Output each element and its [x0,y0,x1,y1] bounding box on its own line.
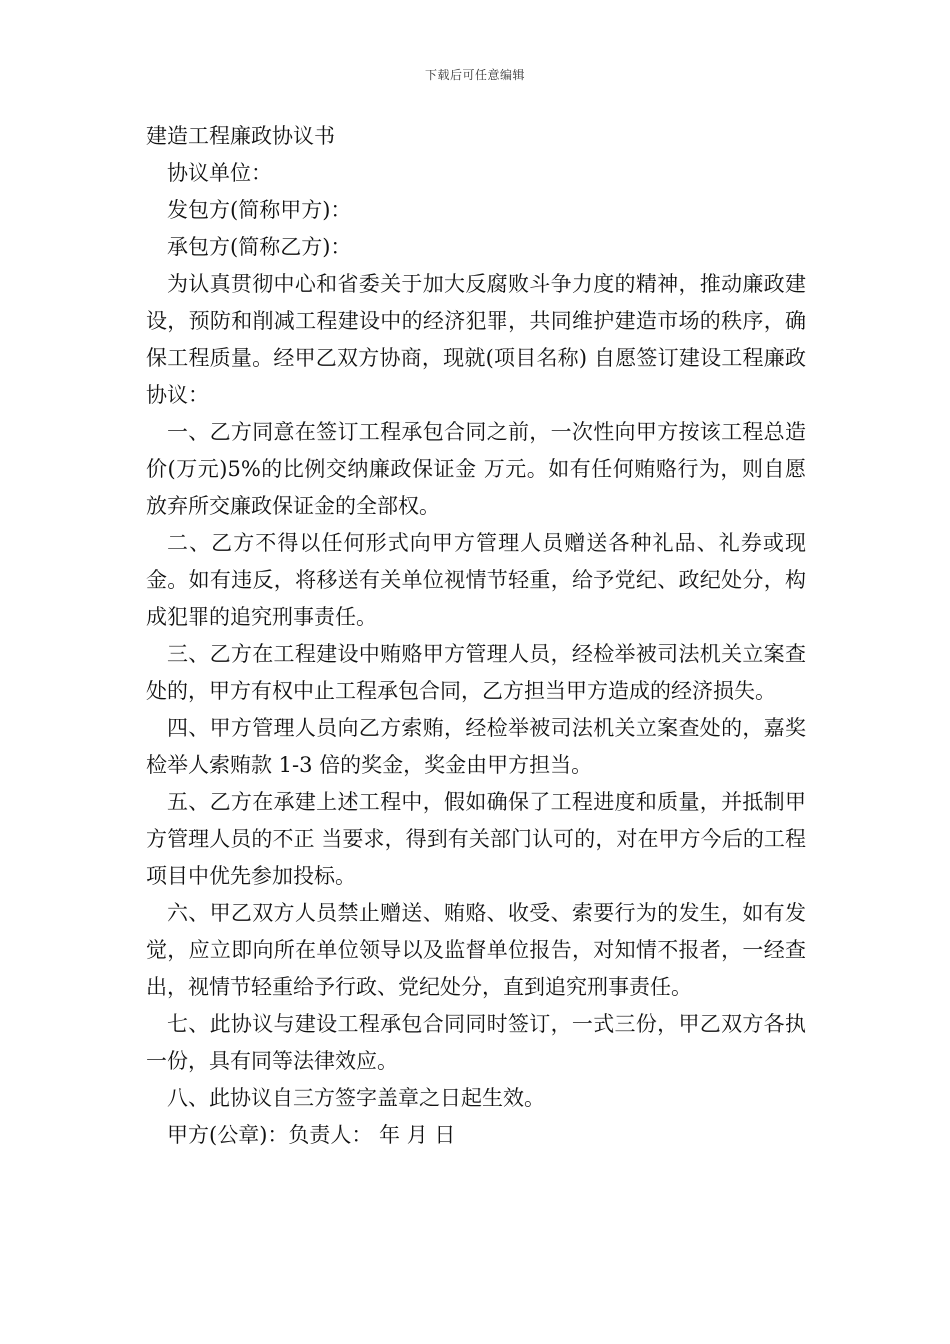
document-body [146,118,806,1154]
paragraph-signature-line: 甲方(公章)：负责人： 年 月 日 [167,1123,456,1147]
paragraph-clause-8: 八、此协议自三方签字盖章之日起生效。 [167,1086,545,1110]
document-title: 建造工程廉政协议书 [146,124,335,148]
paragraph-clause-6: 六、甲乙双方人员禁止赠送、贿赂、收受、索要行为的发生，如有发觉，应立即向所在单位领导以及监督单位报告，对知情不报者，一经查出，视情节轻重给予行政、党纪处分，直到追究刑事责任。 [146,901,806,999]
paragraph-clause-5: 五、乙方在承建上述工程中，假如确保了工程进度和质量，并抵制甲方管理人员的不正 当要求，得到有关部门认可的，对在甲方今后的工程项目中优先参加投标。 [146,790,806,888]
header-note: 下载后可任意编辑 [424,68,525,82]
paragraph-agreement-parties: 协议单位： [167,161,272,185]
paragraph-clause-1: 一、乙方同意在签订工程承包合同之前，一次性向甲方按该工程总造价(万元)5%的比例交纳廉政保证金 万元。如有任何贿赂行为，则自愿放弃所交廉政保证金的全部权。 [146,420,806,518]
paragraph-clause-7: 七、此协议与建设工程承包合同同时签订，一式三份，甲乙双方各执一份，具有同等法律效应。 [146,1012,806,1073]
paragraph-preamble: 为认真贯彻中心和省委关于加大反腐败斗争力度的精神，推动廉政建设，预防和削减工程建设中的经济犯罪，共同维护建造市场的秩序，确保工程质量。经甲乙双方协商，现就(项目名称) 自愿签订建设工程廉政协议： [146,272,806,407]
paragraph-party-b: 承包方(简称乙方)： [167,235,352,259]
paragraph-party-a: 发包方(简称甲方)： [167,198,352,222]
paragraph-clause-2: 二、乙方不得以任何形式向甲方管理人员赠送各种礼品、礼券或现金。如有违反，将移送有关单位视情节轻重，给予党纪、政纪处分，构成犯罪的追究刑事责任。 [146,531,806,629]
paragraph-clause-4: 四、甲方管理人员向乙方索贿，经检举被司法机关立案查处的，嘉奖检举人索贿款 1-3 倍的奖金，奖金由甲方担当。 [146,716,806,777]
paragraph-clause-3: 三、乙方在工程建设中贿赂甲方管理人员，经检举被司法机关立案查处的，甲方有权中止工程承包合同，乙方担当甲方造成的经济损失。 [146,642,806,703]
